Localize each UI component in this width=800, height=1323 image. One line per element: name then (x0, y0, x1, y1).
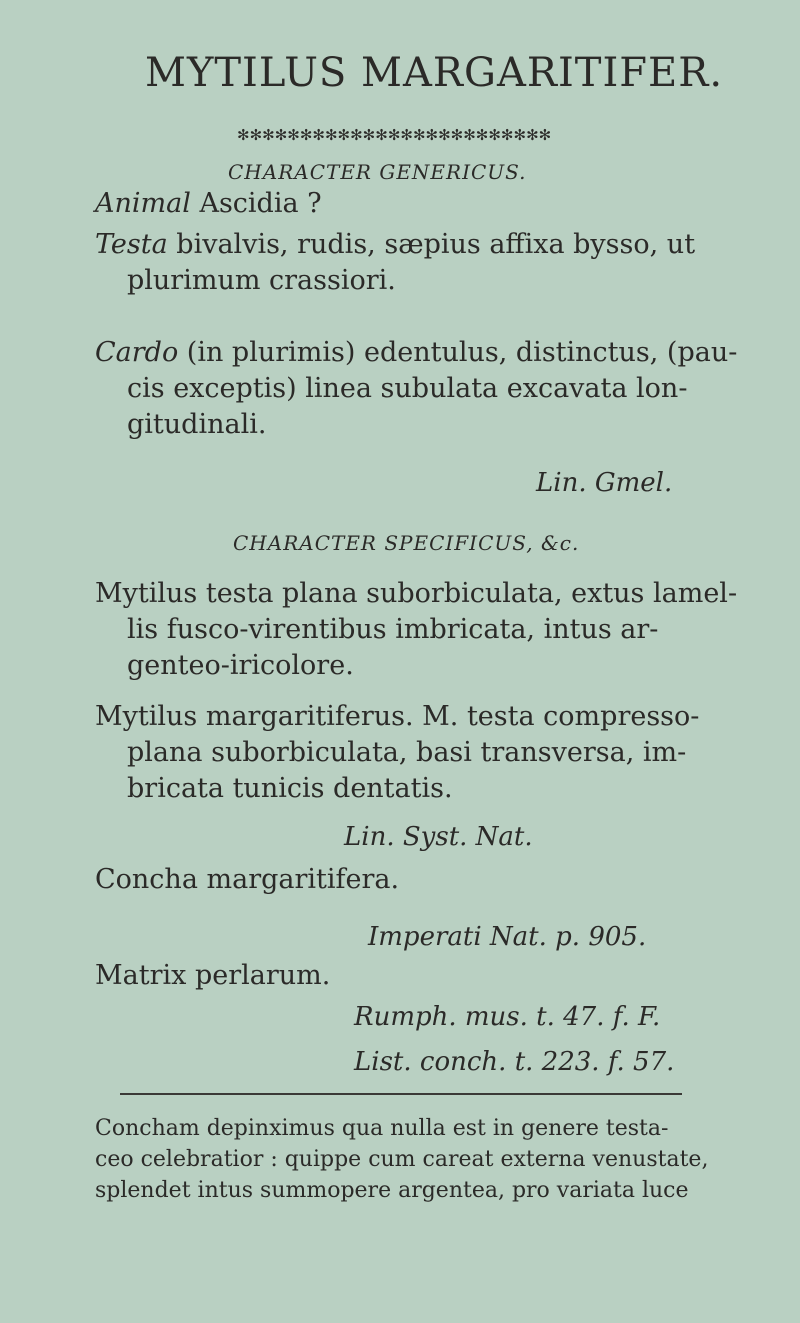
cardo-entry (95, 335, 737, 443)
cardo-line-1: (in plurimis) edentulus, distinctus, (pau- (178, 337, 738, 368)
entry-2-citation: Lin. Syst. Nat. (344, 822, 533, 852)
description-paragraph (95, 1113, 708, 1206)
animal-line (95, 186, 322, 222)
cardo-line-3: gitudinali. (127, 409, 267, 440)
entry-1-line-1: Mytilus testa plana suborbiculata, extus lamel- (95, 578, 738, 609)
entry-2-line-3: bricata tunicis dentatis. (127, 773, 453, 804)
testa-entry (95, 227, 695, 299)
testa-line-1: bivalvis, rudis, sæpius affixa bysso, ut (167, 229, 696, 260)
animal-label: Animal (95, 188, 191, 219)
entry-4-citation-1: Rumph. mus. t. 47. f. F. (354, 1002, 661, 1032)
entry-2-line-1: Mytilus margaritiferus. M. testa compresso- (95, 701, 700, 732)
cardo-line-2: cis exceptis) linea subulata excavata lon- (127, 373, 688, 404)
specific-entry-2 (95, 699, 699, 807)
entry-1-line-3: genteo-iricolore. (127, 650, 354, 681)
animal-text: Ascidia ? (190, 188, 322, 219)
entry-3-citation: Imperati Nat. p. 905. (368, 922, 647, 952)
entry-4: Matrix perlarum. (95, 960, 331, 991)
generic-citation: Lin. Gmel. (536, 468, 673, 498)
entry-4-citation-2: List. conch. t. 223. f. 57. (354, 1047, 675, 1077)
page-title: MYTILUS MARGARITIFER. (145, 50, 724, 96)
horizontal-rule (120, 1093, 682, 1095)
testa-label: Testa (95, 229, 168, 260)
ornament-divider: ✻✻✻✻✻✻✻✻✻✻✻✻✻✻✻✻✻✻✻✻✻✻✻✻✻ (237, 126, 552, 144)
specific-heading: CHARACTER SPECIFICUS, &c. (233, 531, 580, 555)
paragraph-line-1: Concham depinximus qua nulla est in genere testa- (95, 1116, 669, 1141)
paragraph-line-2: ceo celebratior : quippe cum careat externa venustate, (95, 1147, 709, 1172)
testa-line-2: plurimum crassiori. (127, 265, 396, 296)
entry-3: Concha margaritifera. (95, 864, 400, 895)
generic-heading: CHARACTER GENERICUS. (228, 160, 527, 184)
entry-2-line-2: plana suborbiculata, basi transversa, im- (127, 737, 687, 768)
paragraph-line-3: splendet intus summopere argentea, pro variata luce (95, 1178, 689, 1203)
cardo-label: Cardo (95, 337, 179, 368)
specific-entry-1 (95, 576, 737, 684)
entry-1-line-2: lis fusco-virentibus imbricata, intus ar- (127, 614, 659, 645)
